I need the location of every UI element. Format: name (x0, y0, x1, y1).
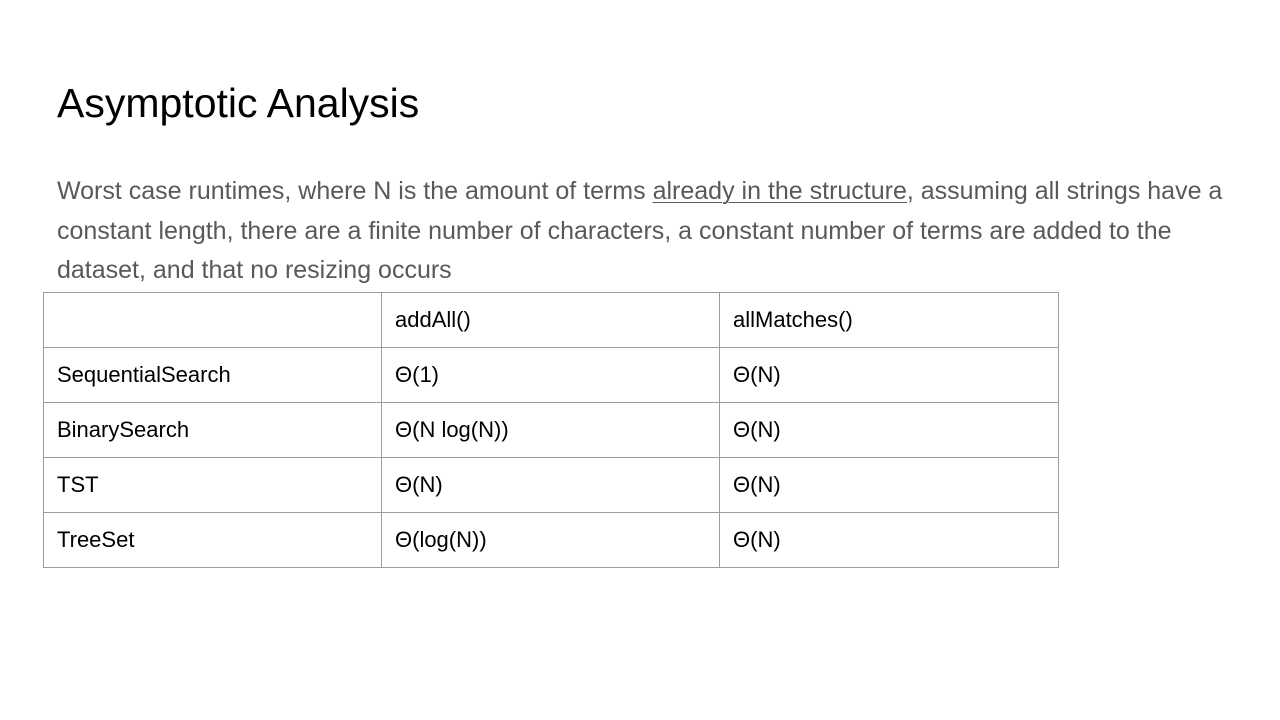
table-row-label: TreeSet (44, 513, 382, 568)
table-row-label: SequentialSearch (44, 348, 382, 403)
table-header-cell-addall: addAll() (382, 293, 720, 348)
slide-title: Asymptotic Analysis (57, 80, 420, 126)
table-header-cell-empty (44, 293, 382, 348)
table-cell: Θ(N) (720, 513, 1059, 568)
table-cell: Θ(N) (720, 403, 1059, 458)
table-row (44, 403, 1059, 458)
table-row (44, 458, 1059, 513)
table-cell: Θ(log(N)) (382, 513, 720, 568)
subtitle-text-end: , assuming all strings have a constant length, there are a finite number of characters, a constant number of terms are added to the dataset, and that no resizing occurs (57, 177, 1223, 284)
slide-subtitle (57, 172, 1232, 291)
table-cell: Θ(1) (382, 348, 720, 403)
table-row-label: TST (44, 458, 382, 513)
table-row (44, 513, 1059, 568)
runtime-table (43, 292, 1059, 568)
table-row-label: BinarySearch (44, 403, 382, 458)
table-cell: Θ(N) (382, 458, 720, 513)
subtitle-text-start: Worst case runtimes, where N is the amount of terms (57, 177, 653, 205)
table-cell: Θ(N log(N)) (382, 403, 720, 458)
subtitle-underlined-text: already in the structure (652, 177, 907, 205)
table-row (44, 348, 1059, 403)
table-header-row (44, 293, 1059, 348)
table-cell: Θ(N) (720, 458, 1059, 513)
table-cell: Θ(N) (720, 348, 1059, 403)
table-header-cell-allmatches: allMatches() (720, 293, 1059, 348)
